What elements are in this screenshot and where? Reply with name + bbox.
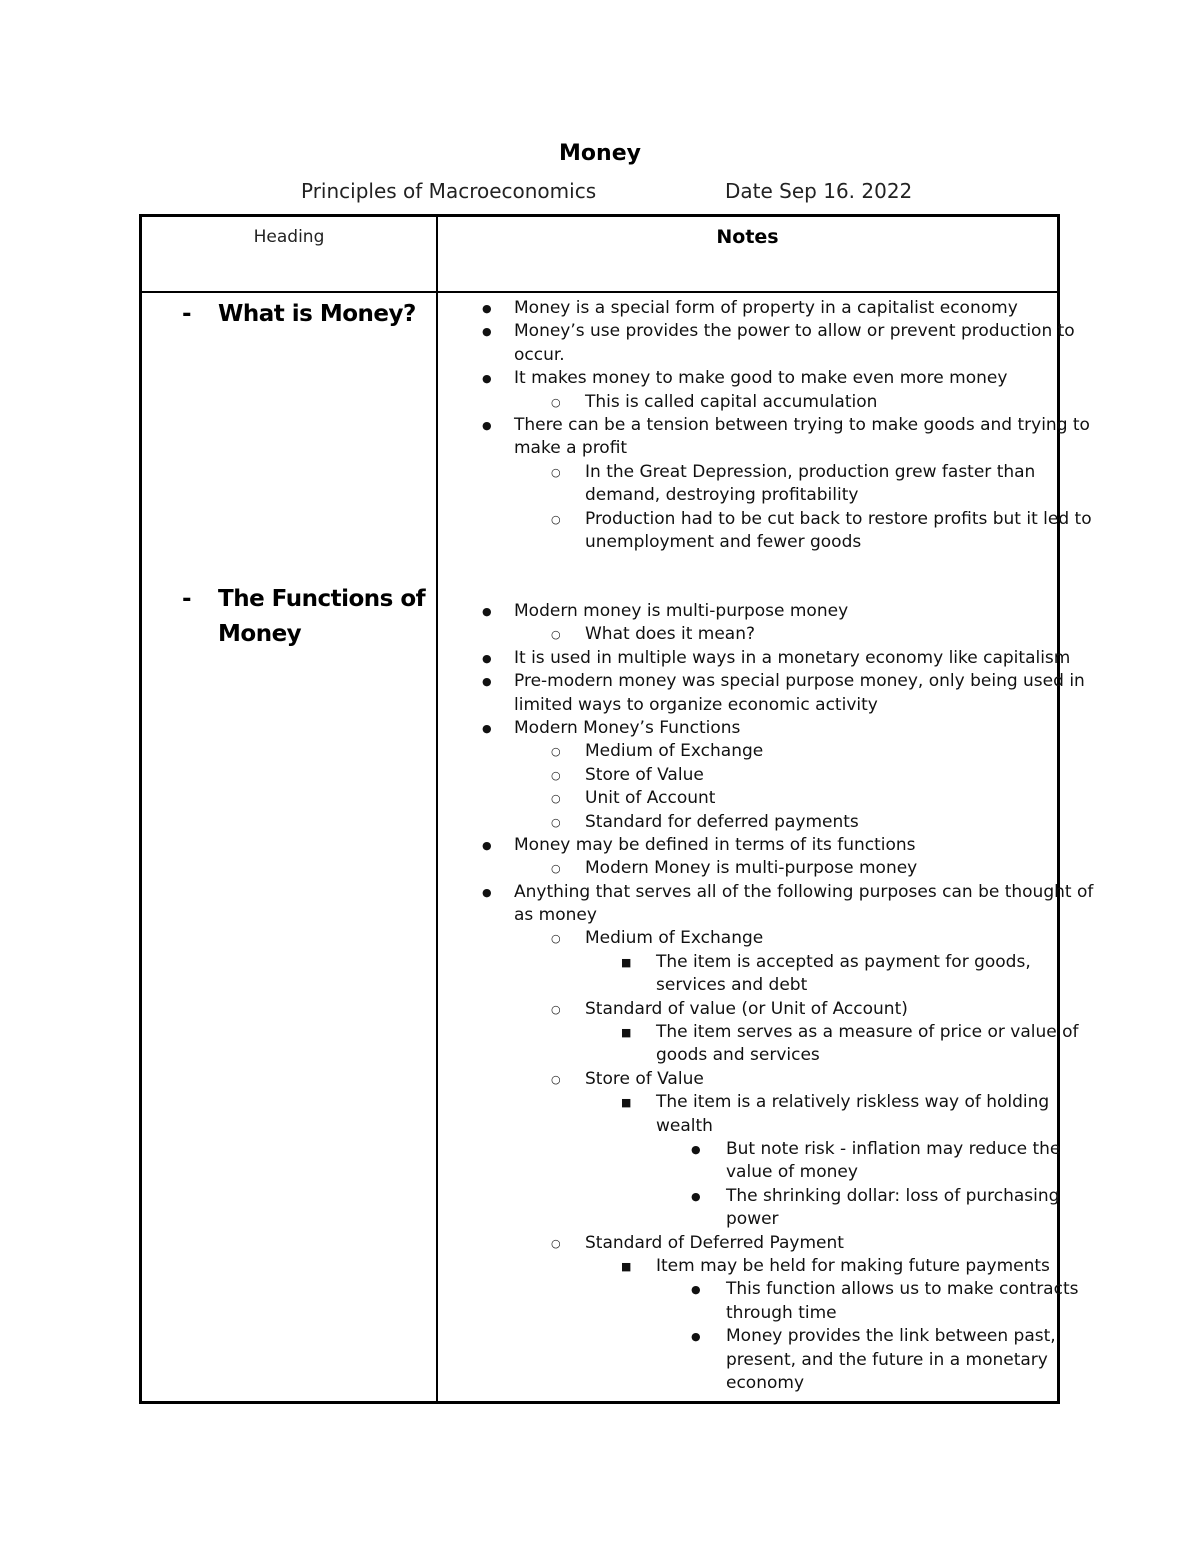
note-text: present, and the future in a monetary (726, 1349, 1048, 1370)
heading-text: The Functions of (218, 586, 426, 612)
bullet-icon: ○ (551, 1002, 561, 1016)
note-text: Standard of Deferred Payment (585, 1232, 844, 1253)
note-text: Production had to be cut back to restore profits but it led to (585, 508, 1092, 529)
note-line (438, 1091, 1056, 1114)
bullet-icon: ○ (551, 1072, 561, 1086)
bullet-icon: ○ (551, 815, 561, 829)
note-line (438, 1232, 1056, 1255)
bullet-icon: ● (482, 605, 492, 618)
bullet-icon: ■ (621, 1026, 632, 1040)
note-text: In the Great Depression, production grew faster than (585, 461, 1036, 482)
note-line (438, 647, 1071, 670)
note-text: limited ways to organize economic activity (514, 694, 878, 715)
note-text: The shrinking dollar: loss of purchasing (726, 1185, 1060, 1206)
note-line (438, 764, 1056, 787)
note-text: wealth (656, 1115, 713, 1136)
note-text: services and debt (656, 975, 808, 996)
note-line (438, 834, 1056, 857)
course-name: Principles of Macroeconomics (301, 179, 597, 203)
bullet-icon: ● (482, 838, 492, 852)
bullet-icon: ○ (551, 745, 561, 759)
note-line (438, 811, 1056, 834)
note-text: Money provides the link between past, (726, 1326, 1056, 1347)
section-heading-functions-of-money (182, 582, 432, 652)
bullet-icon: ○ (551, 465, 561, 479)
note-line (438, 508, 1092, 531)
note-line (438, 1349, 1056, 1372)
note-line (438, 904, 1056, 927)
note-line (438, 927, 1056, 950)
note-text: It makes money to make good to make even more money (514, 368, 1008, 389)
note-text: goods and services (656, 1045, 820, 1066)
note-line (438, 1255, 1056, 1278)
note-line (438, 1208, 1056, 1231)
note-text: as money (514, 905, 597, 926)
document-date: Date Sep 16. 2022 (725, 179, 913, 203)
header-divider (142, 291, 1057, 293)
section-heading-what-is-money (182, 297, 432, 332)
note-line (438, 857, 1056, 880)
note-text: Store of Value (585, 1068, 704, 1089)
bullet-icon: ○ (551, 862, 561, 876)
note-line (438, 484, 1056, 507)
note-line (438, 717, 1056, 740)
note-text: Unit of Account (585, 788, 716, 809)
note-line (438, 600, 1056, 623)
note-text: The item is accepted as payment for goods, (656, 951, 1031, 972)
note-text: Modern money is multi-purpose money (514, 601, 849, 621)
bullet-icon: ● (691, 1189, 701, 1203)
note-line (438, 414, 1090, 437)
note-text: Standard for deferred payments (585, 811, 859, 832)
note-line (438, 998, 1056, 1021)
note-line (438, 1185, 1060, 1208)
note-line (438, 297, 1056, 320)
note-line (438, 1044, 1056, 1067)
note-line (438, 1372, 1056, 1395)
heading-dash: - (182, 301, 192, 327)
note-line (438, 367, 1056, 390)
bullet-icon: ■ (621, 955, 632, 969)
note-line (438, 1278, 1079, 1301)
note-text: Standard of value (or Unit of Account) (585, 998, 908, 1019)
note-text: This is called capital accumulation (585, 391, 878, 412)
note-text: value of money (726, 1162, 858, 1183)
note-line (438, 1138, 1061, 1161)
notes-what-is-money (438, 297, 1092, 554)
note-text: through time (726, 1302, 837, 1323)
note-line (438, 1325, 1056, 1348)
note-line (438, 1115, 1056, 1138)
bullet-icon: ○ (551, 628, 561, 642)
note-text: make a profit (514, 438, 628, 459)
note-line (438, 623, 1056, 646)
note-line (438, 1302, 1056, 1325)
bullet-icon: ● (691, 1142, 701, 1156)
heading-text: Money (218, 621, 302, 647)
bullet-icon: ● (482, 651, 492, 665)
note-text: Item may be held for making future payments (656, 1255, 1050, 1276)
bullet-icon: ● (482, 418, 492, 432)
bullet-icon: ● (482, 721, 492, 735)
note-line (438, 1068, 1056, 1091)
note-line (438, 974, 1056, 997)
note-line (438, 740, 1056, 763)
bullet-icon: ○ (551, 932, 561, 946)
heading-dash: - (182, 586, 192, 612)
note-text: unemployment and fewer goods (585, 531, 862, 552)
note-line (438, 951, 1056, 974)
note-line (438, 461, 1056, 484)
bullet-icon: ○ (551, 512, 561, 526)
heading-column-header: Heading (253, 227, 325, 247)
note-text: Medium of Exchange (585, 928, 764, 949)
bullet-icon: ● (482, 675, 492, 689)
note-text: Modern Money is multi-purpose money (585, 858, 918, 879)
note-line (438, 320, 1075, 343)
note-text: power (726, 1209, 779, 1230)
bullet-icon: ■ (621, 1096, 632, 1110)
note-text: Money may be defined in terms of its functions (514, 834, 916, 855)
note-line (438, 1021, 1079, 1044)
bullet-icon: ● (482, 302, 492, 315)
note-text: occur. (514, 344, 565, 365)
note-text: This function allows us to make contracts (726, 1279, 1079, 1300)
note-text: It is used in multiple ways in a monetary economy like capitalism (514, 647, 1071, 668)
note-line (438, 344, 1056, 367)
note-text: demand, destroying profitability (585, 485, 859, 506)
note-text: Medium of Exchange (585, 741, 764, 762)
note-line (438, 881, 1094, 904)
bullet-icon: ○ (551, 395, 561, 409)
note-line (438, 694, 1056, 717)
note-text: economy (726, 1372, 805, 1393)
note-line (438, 437, 1056, 460)
bullet-icon: ○ (551, 1236, 561, 1250)
note-text: Modern Money’s Functions (514, 717, 741, 738)
note-text: What does it mean? (585, 624, 756, 645)
note-line (438, 1161, 1056, 1184)
bullet-icon: ● (482, 372, 492, 386)
note-text: Store of Value (585, 764, 704, 785)
heading-text: What is Money? (218, 301, 416, 327)
bullet-icon: ● (482, 885, 492, 899)
note-text: Anything that serves all of the following purposes can be thought of (514, 881, 1094, 902)
bullet-icon: ■ (621, 1259, 632, 1273)
bullet-icon: ● (691, 1283, 701, 1297)
bullet-icon: ● (482, 325, 492, 339)
note-text: There can be a tension between trying to make goods and trying to (514, 414, 1090, 435)
note-line (438, 787, 1056, 810)
note-text: Pre-modern money was special purpose money, only being used in (514, 671, 1085, 692)
note-text: The item serves as a measure of price or value of (656, 1022, 1079, 1043)
bullet-icon: ○ (551, 792, 561, 806)
bullet-icon: ● (691, 1330, 701, 1344)
note-text: But note risk - inflation may reduce the (726, 1138, 1061, 1159)
page-title: Money (559, 141, 641, 166)
notes-table (139, 214, 1094, 1404)
note-line (438, 670, 1085, 693)
note-line (438, 531, 1056, 554)
note-line (438, 391, 1056, 414)
notes-column-header: Notes (716, 226, 779, 248)
note-text: The item is a relatively riskless way of holding (656, 1092, 1050, 1113)
notes-functions-of-money (438, 600, 1094, 1395)
note-text: Money is a special form of property in a capitalist economy (514, 298, 1018, 318)
bullet-icon: ○ (551, 768, 561, 782)
note-text: Money’s use provides the power to allow or prevent production to (514, 321, 1075, 342)
